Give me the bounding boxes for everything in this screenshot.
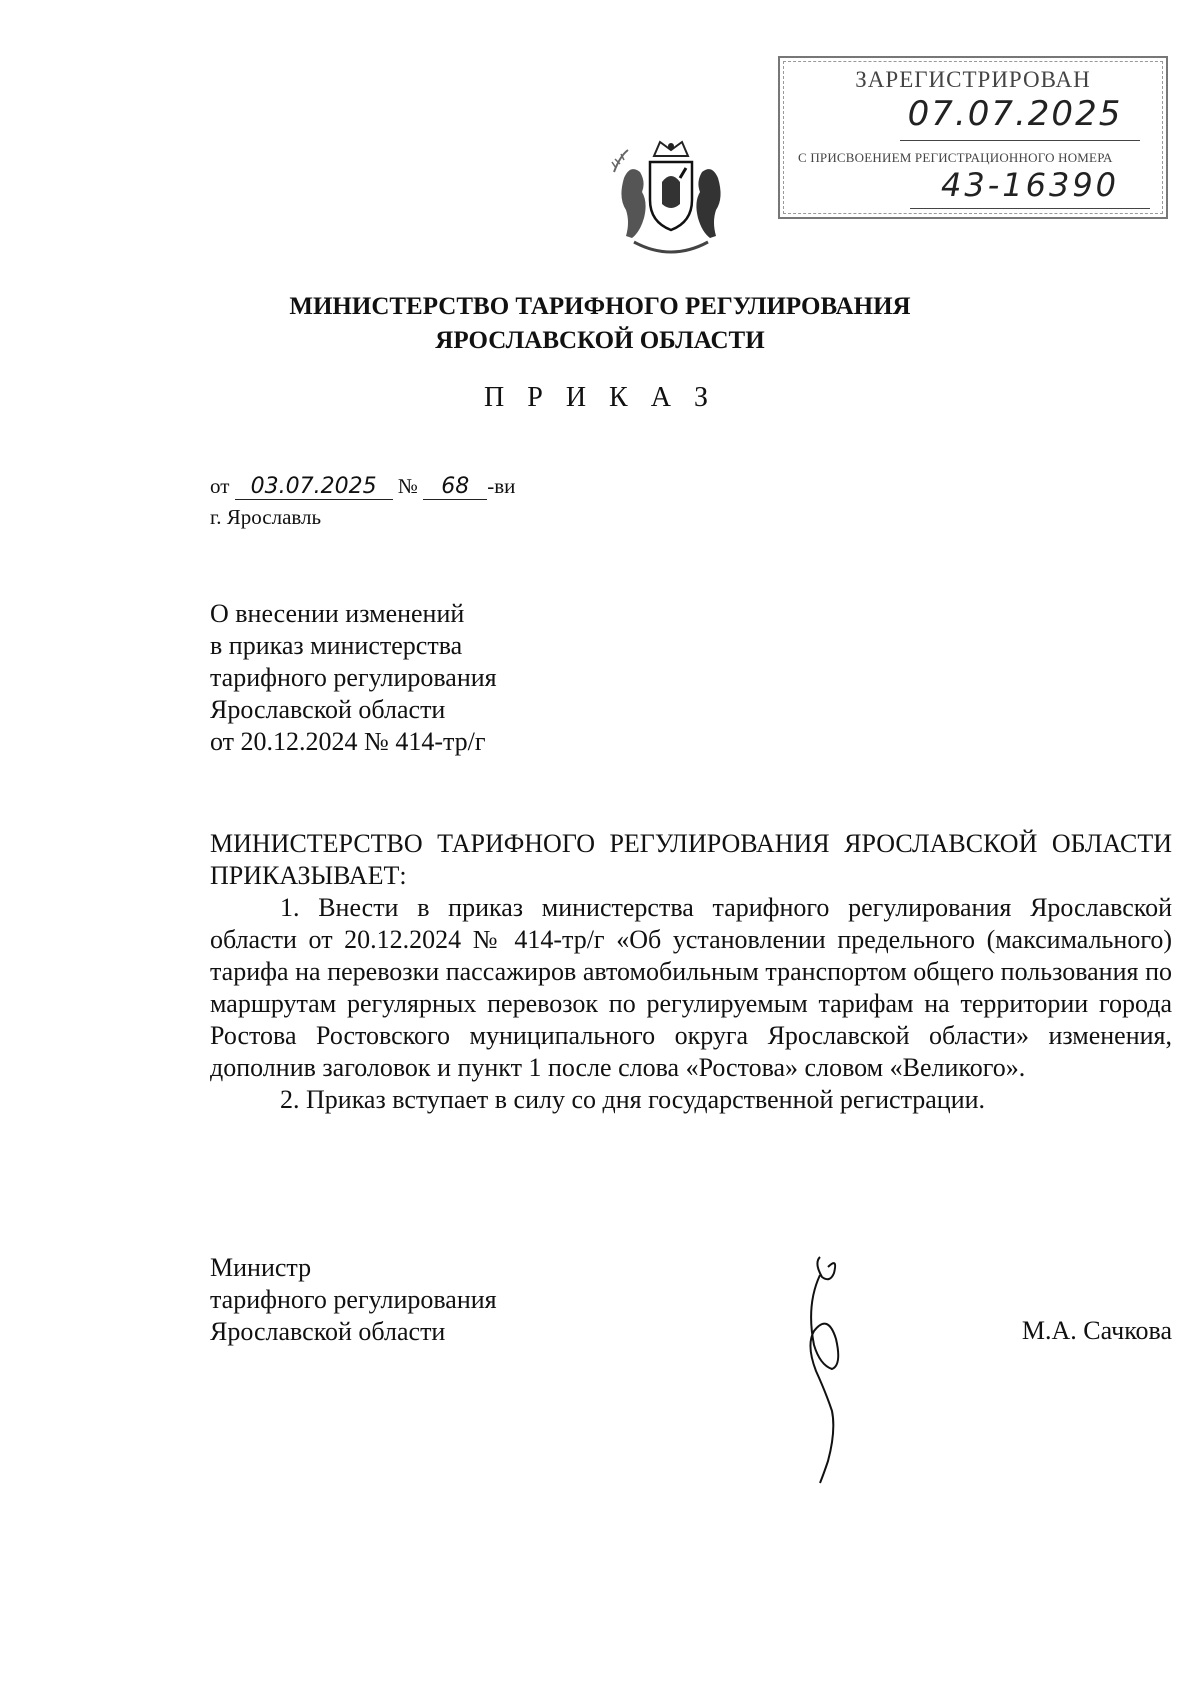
order-subject [210,598,497,758]
subject-line: в приказ министерства [210,631,463,660]
body-intro: МИНИСТЕРСТВО ТАРИФНОГО РЕГУЛИРОВАНИЯ ЯРОСЛАВСКОЙ ОБЛАСТИ ПРИКАЗЫВАЕТ: [210,829,1172,890]
coat-of-arms-icon [606,138,736,266]
stamp-date: 07.07.2025 [907,94,1123,134]
body-item-2: 2. Приказ вступает в силу со дня государственной регистрации. [280,1085,986,1114]
signer-position-line: Ярославской области [210,1317,446,1346]
order-body [210,828,1172,1116]
from-label: от [210,474,230,498]
ministry-name [0,290,1200,358]
order-number-suffix: -ви [487,474,516,498]
subject-line: О внесении изменений [210,599,465,628]
number-label: № [397,474,418,498]
body-item-1: 1. Внести в приказ министерства тарифного регулирования Ярославской области от 20.12.2024 № 414-тр/г «Об установлении предельного (максимального) тарифа на перевозки пассажиров автомобильным транспортом общего пользования по маршрутам регулярных перевозок по регулируемым тарифам на территории города Ростова Ростовского муниципального округа Ярославской области» изменения, дополнив заголовок и пункт 1 после слова «Ростова» словом «Великого». [210,893,1172,1082]
registration-stamp [778,56,1168,219]
subject-line: Ярославской области [210,695,446,724]
stamp-title: ЗАРЕГИСТРИРОВАН [855,67,1091,92]
ministry-name-line1: МИНИСТЕРСТВО ТАРИФНОГО РЕГУЛИРОВАНИЯ [289,293,911,320]
signer-position-line: тарифного регулирования [210,1285,497,1314]
signer-name: М.А. Сачкова [1021,1316,1172,1345]
order-number: 68 [423,474,487,500]
handwritten-signature-icon [790,1255,870,1485]
subject-line: от 20.12.2024 № 414-тр/г [210,727,486,756]
stamp-caption: С ПРИСВОЕНИЕМ РЕГИСТРАЦИОННОГО НОМЕРА [798,150,1113,165]
stamp-number-underline [910,208,1150,209]
ministry-name-line2: ЯРОСЛАВСКОЙ ОБЛАСТИ [435,327,765,354]
signer-position [210,1252,497,1348]
city: г. Ярославль [210,505,322,529]
signer-position-line: Министр [210,1253,312,1282]
order-date: 03.07.2025 [235,474,393,500]
document-type: П Р И К А З [484,382,716,413]
stamp-registration-number: 43-16390 [940,166,1120,204]
stamp-date-underline [900,140,1140,141]
subject-line: тарифного регулирования [210,663,497,692]
order-date-number-line [210,474,515,500]
